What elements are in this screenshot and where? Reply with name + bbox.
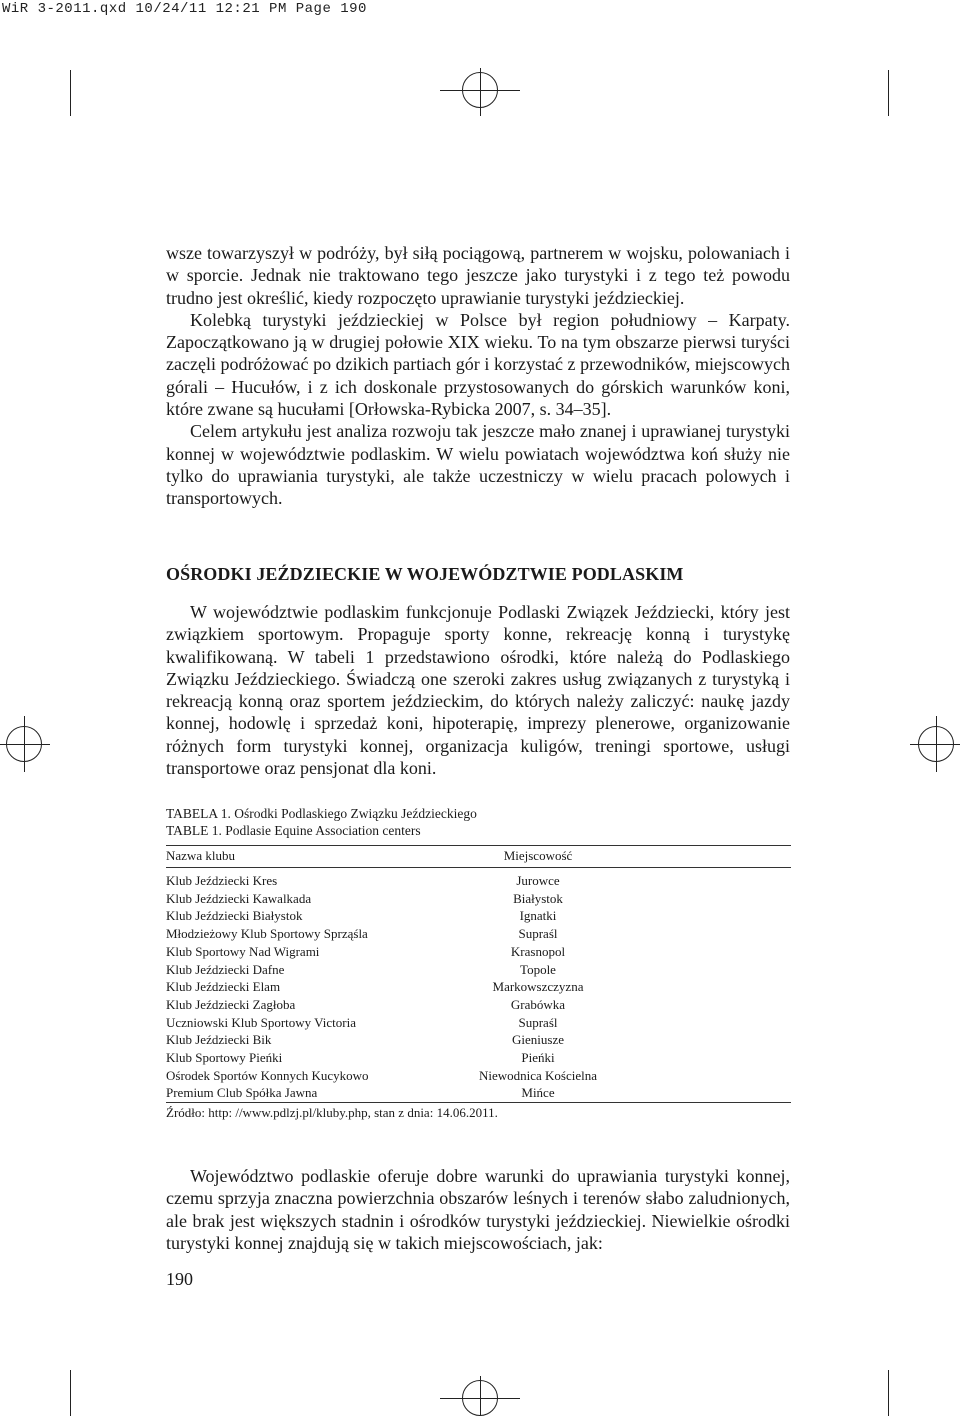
section-text	[166, 601, 790, 779]
club-name: Klub Jeździecki Dafne	[166, 961, 285, 977]
table-caption-en: TABLE 1. Podlasie Equine Association centers	[166, 823, 421, 838]
crop-mark-bottom-left	[70, 1370, 71, 1416]
club-name: Młodzieżowy Klub Sportowy Sprząśla	[166, 926, 368, 942]
paragraph-closing: Województwo podlaskie oferuje dobre warunki do uprawiania turystyki konnej, czemu sprzyja znaczna powierzchnia obszarów leśnych i terenów słabo zaludnionych, ale brak jest większych stadnin i ośrodków turystyki jeździeckiej. Niewielkie ośrodki turystyki konnej znajdują się w takich miejscowościach, jak:	[166, 1166, 790, 1253]
club-location: Jurowce	[516, 873, 560, 888]
club-name: Klub Jeździecki Białystok	[166, 908, 303, 924]
table-row	[166, 961, 791, 979]
club-location: Topole	[520, 961, 556, 977]
table-row	[166, 868, 791, 890]
paragraph-podlaski-zwiazek: W województwie podlaskim funkcjonuje Podlaski Związek Jeździecki, który jest związkiem sportowym. Propaguje sporty konne, rekreację konną i turystykę kwalifikowaną. W tabeli 1 przedstawiono ośrodki, które należą do Podlaskiego Związku Jeździeckiego. Świadczą one szeroki zakres usług związanych z turystyką i rekreacją konną oraz sportem jeździeckim, do których należy zaliczyć: naukę jazdy konnej, hodowlę i sprzedaż koni, hipoterapię, imprezy plenerowe, organizowanie różnych form turystyki konnej, organizacja kuligów, treningi sportowe, usługi transportowe oraz pensjonat dla koni.	[166, 602, 790, 779]
club-name: Klub Sportowy Pieńki	[166, 1050, 283, 1066]
club-name: Klub Jeździecki Kawalkada	[166, 890, 312, 906]
table-caption-pl: TABELA 1. Ośrodki Podlaskiego Związku Jeździeckiego	[166, 806, 477, 821]
club-location: Ignatki	[519, 908, 557, 924]
table-row	[166, 1067, 791, 1085]
table-row	[166, 1031, 791, 1049]
club-location: Niewodnica Kościelna	[478, 1067, 598, 1083]
club-location: Markowszczyzna	[492, 979, 584, 995]
table-row	[166, 907, 791, 925]
club-name: Klub Jeździecki Bik	[166, 1032, 272, 1048]
table-header-row	[166, 846, 791, 868]
club-name: Klub Sportowy Nad Wigrami	[166, 943, 320, 959]
club-location: Pieńki	[521, 1050, 555, 1066]
club-location: Grabówka	[510, 996, 566, 1012]
club-name: Klub Jeździecki Kres	[166, 873, 278, 888]
club-location: Gieniusze	[512, 1032, 564, 1048]
file-slug: WiR 3-2011.qxd 10/24/11 12:21 PM Page 190	[2, 1, 367, 17]
table-row	[166, 996, 791, 1014]
club-name: Klub Jeździecki Elam	[166, 979, 281, 995]
paragraph-article-goal: Celem artykułu jest analiza rozwoju tak jeszcze mało znanej i uprawianej turystyki konnej w województwie podlaskim. W wielu powiatach województwa koń służy nie tylko do uprawiania turystyki, ale także uczestniczy w wielu pracach polowych i transportowych.	[166, 421, 790, 509]
club-location: Krasnopol	[510, 943, 566, 959]
page-number: 190	[166, 1269, 193, 1289]
table-row	[166, 925, 791, 943]
club-location: Mińce	[453, 1084, 791, 1102]
club-name: Ośrodek Sportów Konnych Kucykowo	[166, 1067, 369, 1083]
club-location: Białystok	[513, 890, 563, 906]
table-row	[166, 1049, 791, 1067]
crop-mark-top-left	[70, 70, 71, 116]
section-heading: OŚRODKI JEŹDZIECKIE W WOJEWÓDZTWIE PODLASKIM	[166, 564, 684, 584]
paragraph-karpaty: Kolebką turystyki jeździeckiej w Polsce był region południowy – Karpaty. Zapoczątkowano ją w drugiej połowie XIX wieku. To na tym obszarze pierwsi turyści zaczęli podróżować po dzikich partiach gór i korzystać z przewodników, miejscowych górali – Hucułów, i z ich doskonale przystosowanych do górskich warunków koni, które zwane są hucułami [Orłowska-Rybicka 2007, s. 34–35].	[166, 309, 790, 420]
column-header-location: Miejscowość	[453, 846, 791, 868]
club-location: Supraśl	[518, 926, 558, 942]
clubs-table	[166, 845, 791, 1103]
club-name: Uczniowski Klub Sportowy Victoria	[166, 1014, 356, 1030]
table-row	[166, 978, 791, 996]
table-source: Źródło: http: //www.pdlzj.pl/kluby.php, stan z dnia: 14.06.2011.	[166, 1105, 498, 1120]
club-location: Supraśl	[518, 1014, 558, 1030]
intro-text	[166, 242, 790, 510]
table-row	[166, 890, 791, 908]
table-row	[166, 1014, 791, 1032]
club-name: Premium Club Spółka Jawna	[166, 1084, 453, 1102]
table-row	[166, 943, 791, 961]
column-header-name: Nazwa klubu	[166, 846, 453, 868]
club-name: Klub Jeździecki Zagłoba	[166, 996, 296, 1012]
paragraph-intro-continuation: wsze towarzyszył w podróży, był siłą pociągową, partnerem w wojsku, polowaniach i w sporcie. Jednak nie traktowano tego jeszcze jako turystyki i z tego też powodu trudno jest określić, kiedy rozpoczęto uprawianie turystyki jeździeckiej.	[166, 243, 790, 308]
crop-mark-top-right	[888, 70, 889, 116]
table-body	[166, 868, 791, 1103]
crop-mark-bottom-right	[888, 1370, 889, 1416]
closing-text	[166, 1165, 790, 1254]
table-row	[166, 1084, 791, 1102]
